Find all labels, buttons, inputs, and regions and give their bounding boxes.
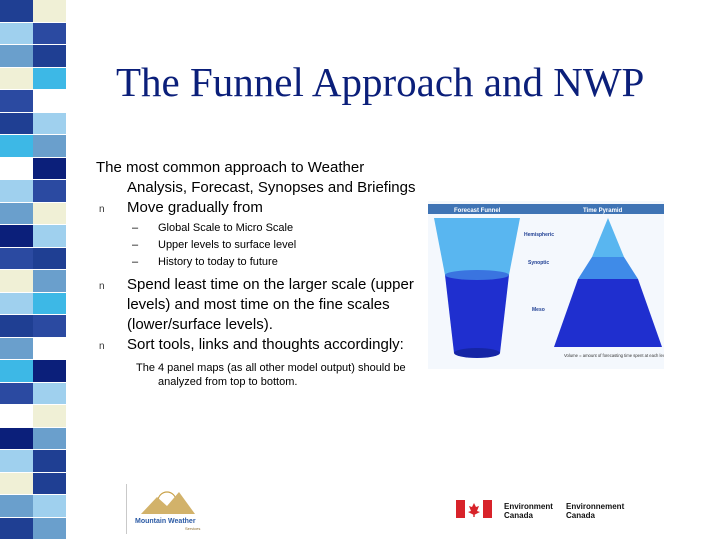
funnel-bottom bbox=[454, 348, 500, 358]
agency-name-fr-line2: Canada bbox=[566, 511, 595, 520]
pyramid-title: Time Pyramid bbox=[583, 208, 623, 214]
sub-list-text: Global Scale to Micro Scale bbox=[158, 222, 294, 234]
strip-tile bbox=[0, 45, 33, 68]
strip-tile bbox=[0, 225, 33, 248]
sub-list-marker: – bbox=[132, 256, 139, 268]
strip-tile bbox=[0, 180, 33, 203]
mountain-weather-logo-graphic bbox=[127, 484, 223, 534]
figure-caption: Volume = amount of forecasting time spent at each level bbox=[564, 353, 664, 358]
sub-list-text: Upper levels to surface level bbox=[158, 239, 297, 251]
funnel-pyramid-diagram bbox=[428, 201, 664, 369]
strip-tile bbox=[33, 225, 66, 248]
bullet-text: Move gradually from bbox=[127, 199, 263, 216]
strip-tile bbox=[33, 405, 66, 428]
strip-tile bbox=[33, 180, 66, 203]
strip-tile bbox=[0, 68, 33, 91]
strip-tile bbox=[33, 45, 66, 68]
canada-flag-icon bbox=[456, 498, 492, 520]
strip-tile bbox=[33, 473, 66, 496]
strip-tile bbox=[33, 360, 66, 383]
sub-list-marker: – bbox=[132, 239, 139, 251]
strip-tile bbox=[0, 293, 33, 316]
left-decorative-strip bbox=[0, 0, 66, 540]
mountain-weather-logo bbox=[126, 484, 223, 534]
bullet-marker: n bbox=[99, 341, 105, 352]
strip-tile bbox=[0, 360, 33, 383]
slide-body bbox=[96, 158, 416, 389]
sub-list-item bbox=[96, 237, 416, 254]
strip-tile bbox=[0, 135, 33, 158]
strip-tile bbox=[0, 270, 33, 293]
mountain-icon bbox=[141, 492, 195, 514]
funnel-lower-section bbox=[445, 275, 509, 353]
sub-list-text: History to today to future bbox=[158, 256, 278, 268]
sub-list-marker: – bbox=[132, 222, 139, 234]
strip-tile bbox=[33, 338, 66, 361]
bullet-item bbox=[96, 198, 416, 218]
strip-tile bbox=[33, 0, 66, 23]
strip-tile bbox=[0, 473, 33, 496]
funnel-upper-section bbox=[434, 218, 520, 275]
strip-tile bbox=[0, 23, 33, 46]
strip-tile bbox=[0, 495, 33, 518]
strip-tile bbox=[33, 135, 66, 158]
strip-tile bbox=[0, 113, 33, 136]
slide-title: The Funnel Approach and NWP bbox=[116, 59, 645, 105]
strip-tile bbox=[33, 428, 66, 451]
agency-name-en-line1: Environment bbox=[504, 502, 553, 511]
strip-tile bbox=[33, 315, 66, 338]
level-label-hemispheric: Hemispheric bbox=[524, 232, 555, 238]
strip-tile bbox=[33, 495, 66, 518]
funnel-title: Forecast Funnel bbox=[454, 208, 501, 214]
bullet-item bbox=[96, 335, 416, 355]
strip-tile bbox=[33, 270, 66, 293]
strip-tile bbox=[33, 450, 66, 473]
bullet-item bbox=[96, 275, 416, 335]
strip-tile bbox=[0, 315, 33, 338]
agency-name-en-line2: Canada bbox=[504, 511, 533, 520]
strip-tile bbox=[0, 428, 33, 451]
strip-tile bbox=[0, 518, 33, 540]
strip-tile bbox=[33, 23, 66, 46]
org-name: Mountain Weather bbox=[135, 518, 196, 525]
strip-tile bbox=[0, 450, 33, 473]
strip-tile bbox=[33, 113, 66, 136]
bullet-marker: n bbox=[99, 204, 105, 215]
strip-tile bbox=[0, 90, 33, 113]
strip-tile bbox=[33, 203, 66, 226]
bullet-text: Sort tools, links and thoughts accordingly: bbox=[127, 336, 404, 353]
level-label-synoptic: Synoptic bbox=[528, 260, 550, 266]
strip-tile bbox=[0, 158, 33, 181]
sub-list bbox=[96, 220, 416, 271]
agency-name-fr-line1: Environnement bbox=[566, 502, 625, 511]
bullet-text: Spend least time on the larger scale (upper levels) and most time on the fine scales (lower/surface levels). bbox=[127, 276, 414, 333]
strip-tile bbox=[33, 158, 66, 181]
government-logo bbox=[456, 498, 696, 522]
funnel-pyramid-figure bbox=[427, 200, 665, 370]
agency-name-english bbox=[504, 502, 553, 520]
strip-tile bbox=[33, 68, 66, 91]
strip-tile bbox=[33, 248, 66, 271]
intro-text: The most common approach to Weather Analysis, Forecast, Synopses and Briefings bbox=[96, 159, 416, 196]
level-label-meso: Meso bbox=[532, 307, 545, 313]
strip-tile bbox=[33, 90, 66, 113]
org-subtitle: Services bbox=[185, 526, 201, 531]
strip-tile bbox=[0, 405, 33, 428]
strip-tile bbox=[33, 518, 66, 540]
strip-tile bbox=[0, 203, 33, 226]
strip-tile bbox=[0, 383, 33, 406]
sub-list-item bbox=[96, 220, 416, 237]
strip-tile bbox=[0, 338, 33, 361]
strip-tile bbox=[0, 248, 33, 271]
note-text: The 4 panel maps (as all other model output) should be analyzed from top to bottom. bbox=[136, 362, 406, 388]
funnel-level-band bbox=[445, 270, 509, 280]
bullet-marker: n bbox=[99, 281, 105, 292]
agency-name-french bbox=[566, 502, 624, 520]
sub-list-item bbox=[96, 254, 416, 271]
strip-tile bbox=[0, 0, 33, 23]
strip-tile bbox=[33, 383, 66, 406]
strip-tile bbox=[33, 293, 66, 316]
